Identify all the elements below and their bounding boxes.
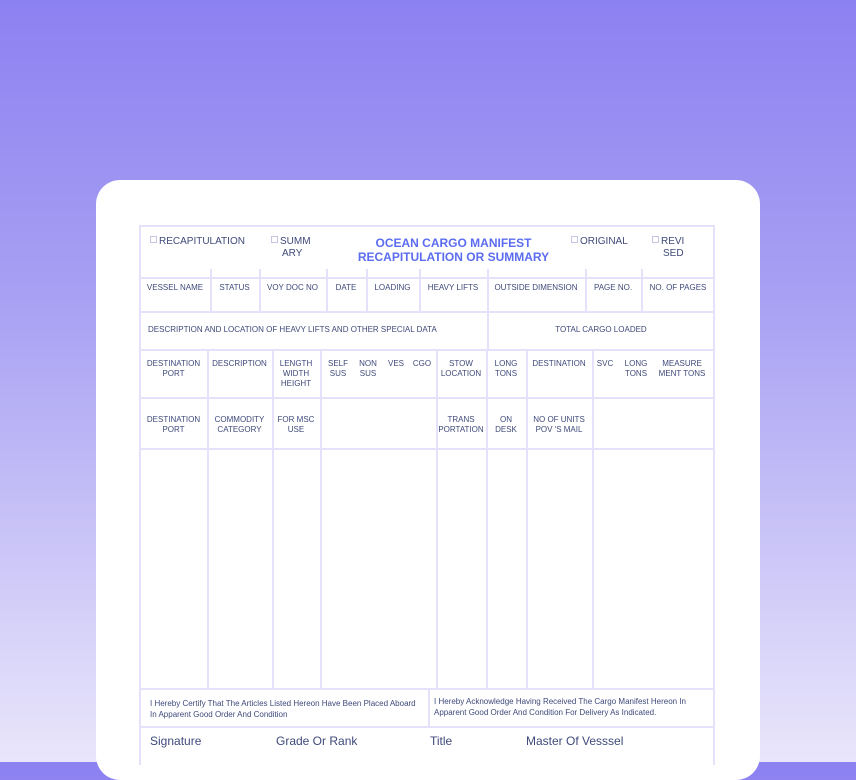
revised-label: REVI bbox=[661, 236, 685, 247]
column-header: VOY DOC NO bbox=[267, 283, 318, 292]
acknowledgement-statement: I Hereby Acknowledge Having Received The Cargo Manifest Hereon In Apparent Good Order And Condition For Delivery As Indicated. bbox=[434, 697, 686, 717]
column-header: LONG TONS bbox=[494, 359, 518, 378]
column-header: LONG TONS bbox=[624, 359, 648, 378]
certification-statement: I Hereby Certify That The Articles Listed Hereon Have Been Placed Aboard In Apparent Good Order And Condition bbox=[150, 699, 416, 719]
column-header: ON DESK bbox=[495, 415, 517, 434]
column-header: PAGE NO. bbox=[593, 283, 633, 292]
summary-label-2: ARY bbox=[282, 248, 303, 259]
divider bbox=[486, 350, 488, 690]
column-header: LENGTH WIDTH HEIGHT bbox=[279, 359, 313, 388]
column-header: VESSEL NAME bbox=[146, 283, 204, 292]
column-header: DESTINATION PORT bbox=[146, 359, 201, 378]
column-header: CGO bbox=[412, 359, 432, 368]
column-header: DESTINATION PORT bbox=[146, 415, 201, 434]
grade-or-rank-field: Grade Or Rank bbox=[276, 734, 358, 748]
revised-checkbox[interactable] bbox=[652, 236, 684, 260]
total-cargo-loaded-header: TOTAL CARGO LOADED bbox=[555, 325, 647, 334]
summary-label: SUMM bbox=[280, 236, 311, 247]
checkbox-icon bbox=[271, 236, 278, 243]
column-header: OUTSIDE DIMENSION bbox=[494, 283, 578, 292]
ocean-cargo-manifest-form bbox=[139, 225, 715, 765]
form-title bbox=[341, 236, 566, 264]
title-field: Title bbox=[430, 734, 453, 748]
heavy-lifts-description-header: DESCRIPTION AND LOCATION OF HEAVY LIFTS AND OTHER SPECIAL DATA bbox=[148, 325, 437, 334]
checkbox-icon bbox=[571, 236, 578, 243]
column-header: LOADING bbox=[374, 283, 411, 292]
divider bbox=[272, 350, 274, 690]
column-header: COMMODITY CATEGORY bbox=[214, 415, 265, 434]
master-of-vessel-field: Master Of Vesssel bbox=[526, 734, 624, 748]
column-header: STOW LOCATION bbox=[440, 359, 482, 378]
column-header: SELF SUS bbox=[327, 359, 348, 378]
column-header: NON SUS bbox=[359, 359, 377, 378]
column-header: TRANS PORTATION bbox=[438, 415, 484, 434]
signature-field: Signature bbox=[150, 734, 202, 748]
divider bbox=[207, 350, 209, 690]
column-header: DATE bbox=[335, 283, 357, 292]
recapitulation-label: RECAPITULATION bbox=[159, 236, 245, 247]
column-header: VES bbox=[387, 359, 404, 368]
column-header: FOR MSC USE bbox=[277, 415, 315, 434]
divider bbox=[526, 350, 528, 690]
column-header: MEASURE MENT TONS bbox=[658, 359, 706, 378]
divider bbox=[592, 350, 594, 690]
title-line-1: OCEAN CARGO MANIFEST bbox=[375, 236, 532, 250]
checkbox-icon bbox=[652, 236, 659, 243]
divider bbox=[436, 350, 438, 690]
column-header: DESCRIPTION bbox=[212, 359, 267, 368]
column-header: SVC bbox=[596, 359, 614, 368]
checkbox-icon bbox=[150, 236, 157, 243]
revised-label-2: SED bbox=[663, 248, 684, 259]
column-header: DESTINATION bbox=[532, 359, 586, 368]
divider bbox=[320, 350, 322, 690]
column-header: NO. OF PAGES bbox=[649, 283, 707, 292]
original-checkbox[interactable] bbox=[571, 236, 628, 248]
recapitulation-checkbox[interactable] bbox=[150, 236, 245, 248]
divider bbox=[428, 690, 430, 728]
summary-checkbox[interactable] bbox=[271, 236, 311, 260]
column-header: HEAVY LIFTS bbox=[427, 283, 479, 292]
original-label: ORIGINAL bbox=[580, 236, 628, 247]
column-header: STATUS bbox=[219, 283, 250, 292]
title-line-2: RECAPITULATION OR SUMMARY bbox=[357, 250, 550, 264]
column-header: NO OF UNITS POV 'S MAIL bbox=[533, 415, 585, 434]
